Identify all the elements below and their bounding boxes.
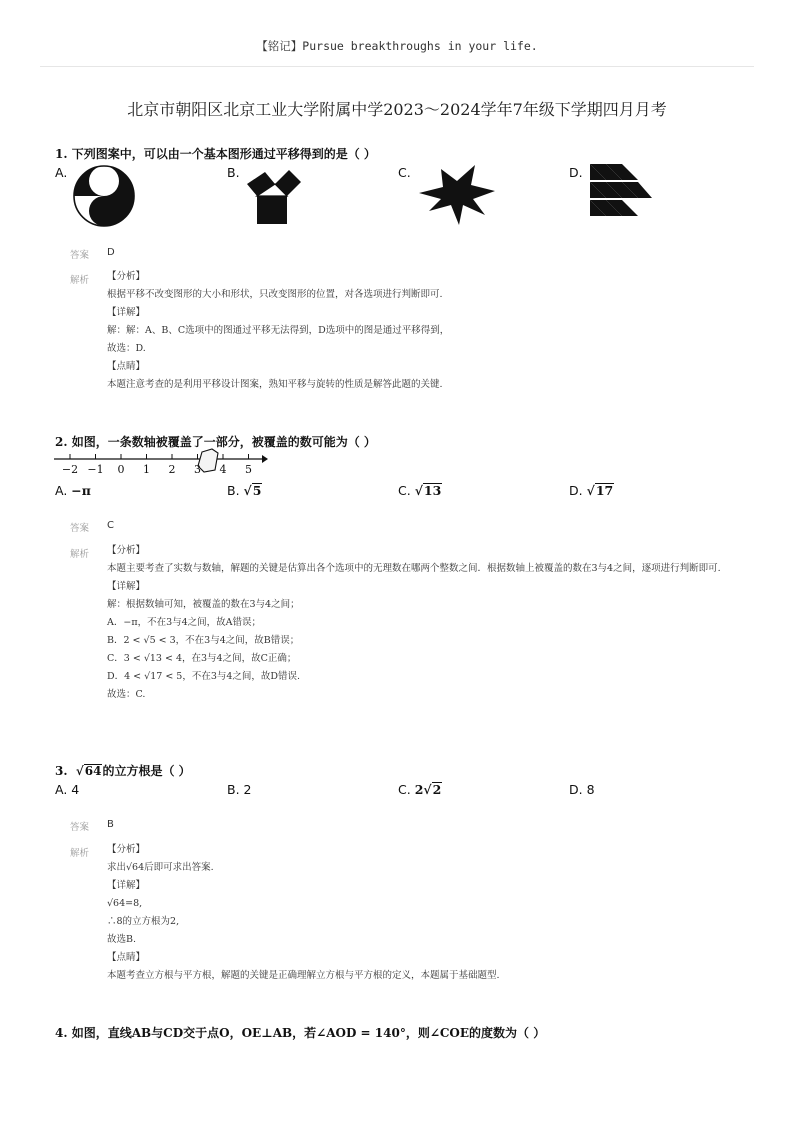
number-line-tick-label: 3: [194, 463, 201, 476]
q3-answer: B: [107, 819, 114, 830]
pythagoras-figure: [245, 168, 307, 226]
q3-line: √64=8,: [107, 898, 143, 909]
q2-line: 【详解】: [107, 581, 146, 592]
q3-stem: 3. √64的立方根是（ ）: [55, 764, 191, 778]
q2-option-a: [55, 483, 91, 498]
q1-line: 【分析】: [107, 271, 146, 282]
q1-line: 本题注意考查的是利用平移设计图案，熟知平移与旋转的性质是解答此题的关键.: [107, 379, 443, 390]
q2-option-b: B. √5: [227, 483, 262, 498]
number-line-tick-label: 5: [245, 463, 252, 476]
triangle-grid-figure: [590, 164, 652, 218]
q3-option-c: C. 2√2: [398, 782, 442, 797]
q1-option-b: B.: [227, 165, 240, 180]
q1-line: 根据平移不改变图形的大小和形状，只改变图形的位置，对各选项进行判断即可.: [107, 289, 443, 300]
q1-line: 故选：D.: [107, 343, 146, 354]
q1-analysis-tag: 解析: [70, 275, 90, 286]
q1-stem: 1. 下列图案中，可以由一个基本图形通过平移得到的是（ ）: [55, 147, 376, 161]
q3-stem-text: 的立方根是（ ）: [102, 764, 191, 778]
yin-yang-figure: [72, 164, 136, 228]
q1-answer-tag: 答案: [70, 250, 90, 261]
q3-option-c-letter: C.: [398, 782, 411, 797]
header-divider: [40, 66, 754, 67]
q2-answer-tag: 答案: [70, 523, 90, 534]
q3-option-d: D. 8: [569, 782, 595, 797]
q2-option-c-letter: C.: [398, 483, 411, 498]
q3-line: 本题考查立方根与平方根，解题的关键是正确理解立方根与平方根的定义，本题属于基础题型.: [107, 970, 500, 981]
q2-option-d-letter: D.: [569, 483, 583, 498]
q3-line: 【详解】: [107, 880, 146, 891]
q3-explanation: [107, 841, 727, 985]
q2-option-d-radicand: 17: [595, 483, 614, 498]
q4-stem: 4. 如图，直线AB与CD交于点O，OE⊥AB，若∠AOD = 140°，则∠COE的度数为（ ）: [55, 1026, 546, 1040]
q3-line: ∴8的立方根为2,: [107, 916, 180, 927]
q1-explanation: [107, 268, 727, 394]
q2-option-a-letter: A.: [55, 483, 68, 498]
q2-explanation: [107, 542, 727, 704]
q2-line: 本题主要考查了实数与数轴，解题的关键是估算出各个选项中的无理数在哪两个整数之间．根据数轴上被覆盖的数在3与4之间，逐项进行判断即可.: [107, 563, 721, 574]
q2-option-b-radicand: 5: [252, 483, 262, 498]
q1-line: 解：解：A、B、C选项中的图通过平移无法得到，D选项中的图是通过平移得到，: [107, 325, 450, 336]
q2-line: C．3 < √13 < 4，在3与4之间，故C正确；: [107, 653, 297, 664]
q2-analysis-tag: 解析: [70, 549, 90, 560]
q2-option-d: D. √17: [569, 483, 614, 498]
page-header: 【铭记】Pursue breakthroughs in your life.: [256, 39, 538, 53]
q1-option-c: C.: [398, 165, 411, 180]
q2-option-c: C. √13: [398, 483, 442, 498]
number-line-tick-label: −2: [61, 463, 79, 476]
q2-option-b-letter: B.: [227, 483, 240, 498]
q2-line: B．2 < √5 < 3，不在3与4之间，故B错误；: [107, 635, 300, 646]
page-title: 北京市朝阳区北京工业大学附属中学2023～2024学年7年级下学期四月月考: [127, 100, 667, 119]
q3-line: 【点睛】: [107, 952, 146, 963]
star-figure: [415, 163, 497, 227]
number-line-tick-label: 0: [117, 463, 125, 476]
q1-option-a: A.: [55, 165, 68, 180]
q1-line: 【点睛】: [107, 361, 146, 372]
q2-option-c-radicand: 13: [423, 483, 442, 498]
q2-option-a-value: −π: [71, 483, 91, 498]
q3-answer-tag: 答案: [70, 822, 90, 833]
number-line-tick-label: 2: [168, 463, 176, 476]
q1-option-d: D.: [569, 165, 583, 180]
q3-option-c-coef: 2: [414, 782, 424, 797]
q3-option-a: A. 4: [55, 782, 80, 797]
q3-line: 故选B.: [107, 934, 137, 945]
q3-number: 3.: [55, 764, 68, 778]
q3-option-b: B. 2: [227, 782, 252, 797]
q1-line: 【详解】: [107, 307, 146, 318]
q2-answer: C: [107, 520, 114, 531]
q3-radicand: 64: [84, 764, 102, 778]
q2-line: 故选：C.: [107, 689, 146, 700]
q3-line: 【分析】: [107, 844, 146, 855]
q3-analysis-tag: 解析: [70, 848, 90, 859]
q2-line: D．4 < √17 < 5，不在3与4之间，故D错误.: [107, 671, 301, 682]
number-line-tick-label: 4: [219, 463, 227, 476]
q1-answer: D: [107, 247, 115, 258]
q3-line: 求出√64后即可求出答案.: [107, 862, 214, 873]
number-line-tick-label: 1: [143, 463, 150, 476]
q2-line: 【分析】: [107, 545, 146, 556]
q2-line: 解：根据数轴可知，被覆盖的数在3与4之间；: [107, 599, 300, 610]
q3-option-c-radicand: 2: [432, 782, 442, 797]
q2-stem: 2. 如图，一条数轴被覆盖了一部分，被覆盖的数可能为（ ）: [55, 435, 376, 449]
number-line-tick-label: −1: [87, 463, 104, 476]
q2-line: A．−π，不在3与4之间，故A错误；: [107, 617, 262, 628]
